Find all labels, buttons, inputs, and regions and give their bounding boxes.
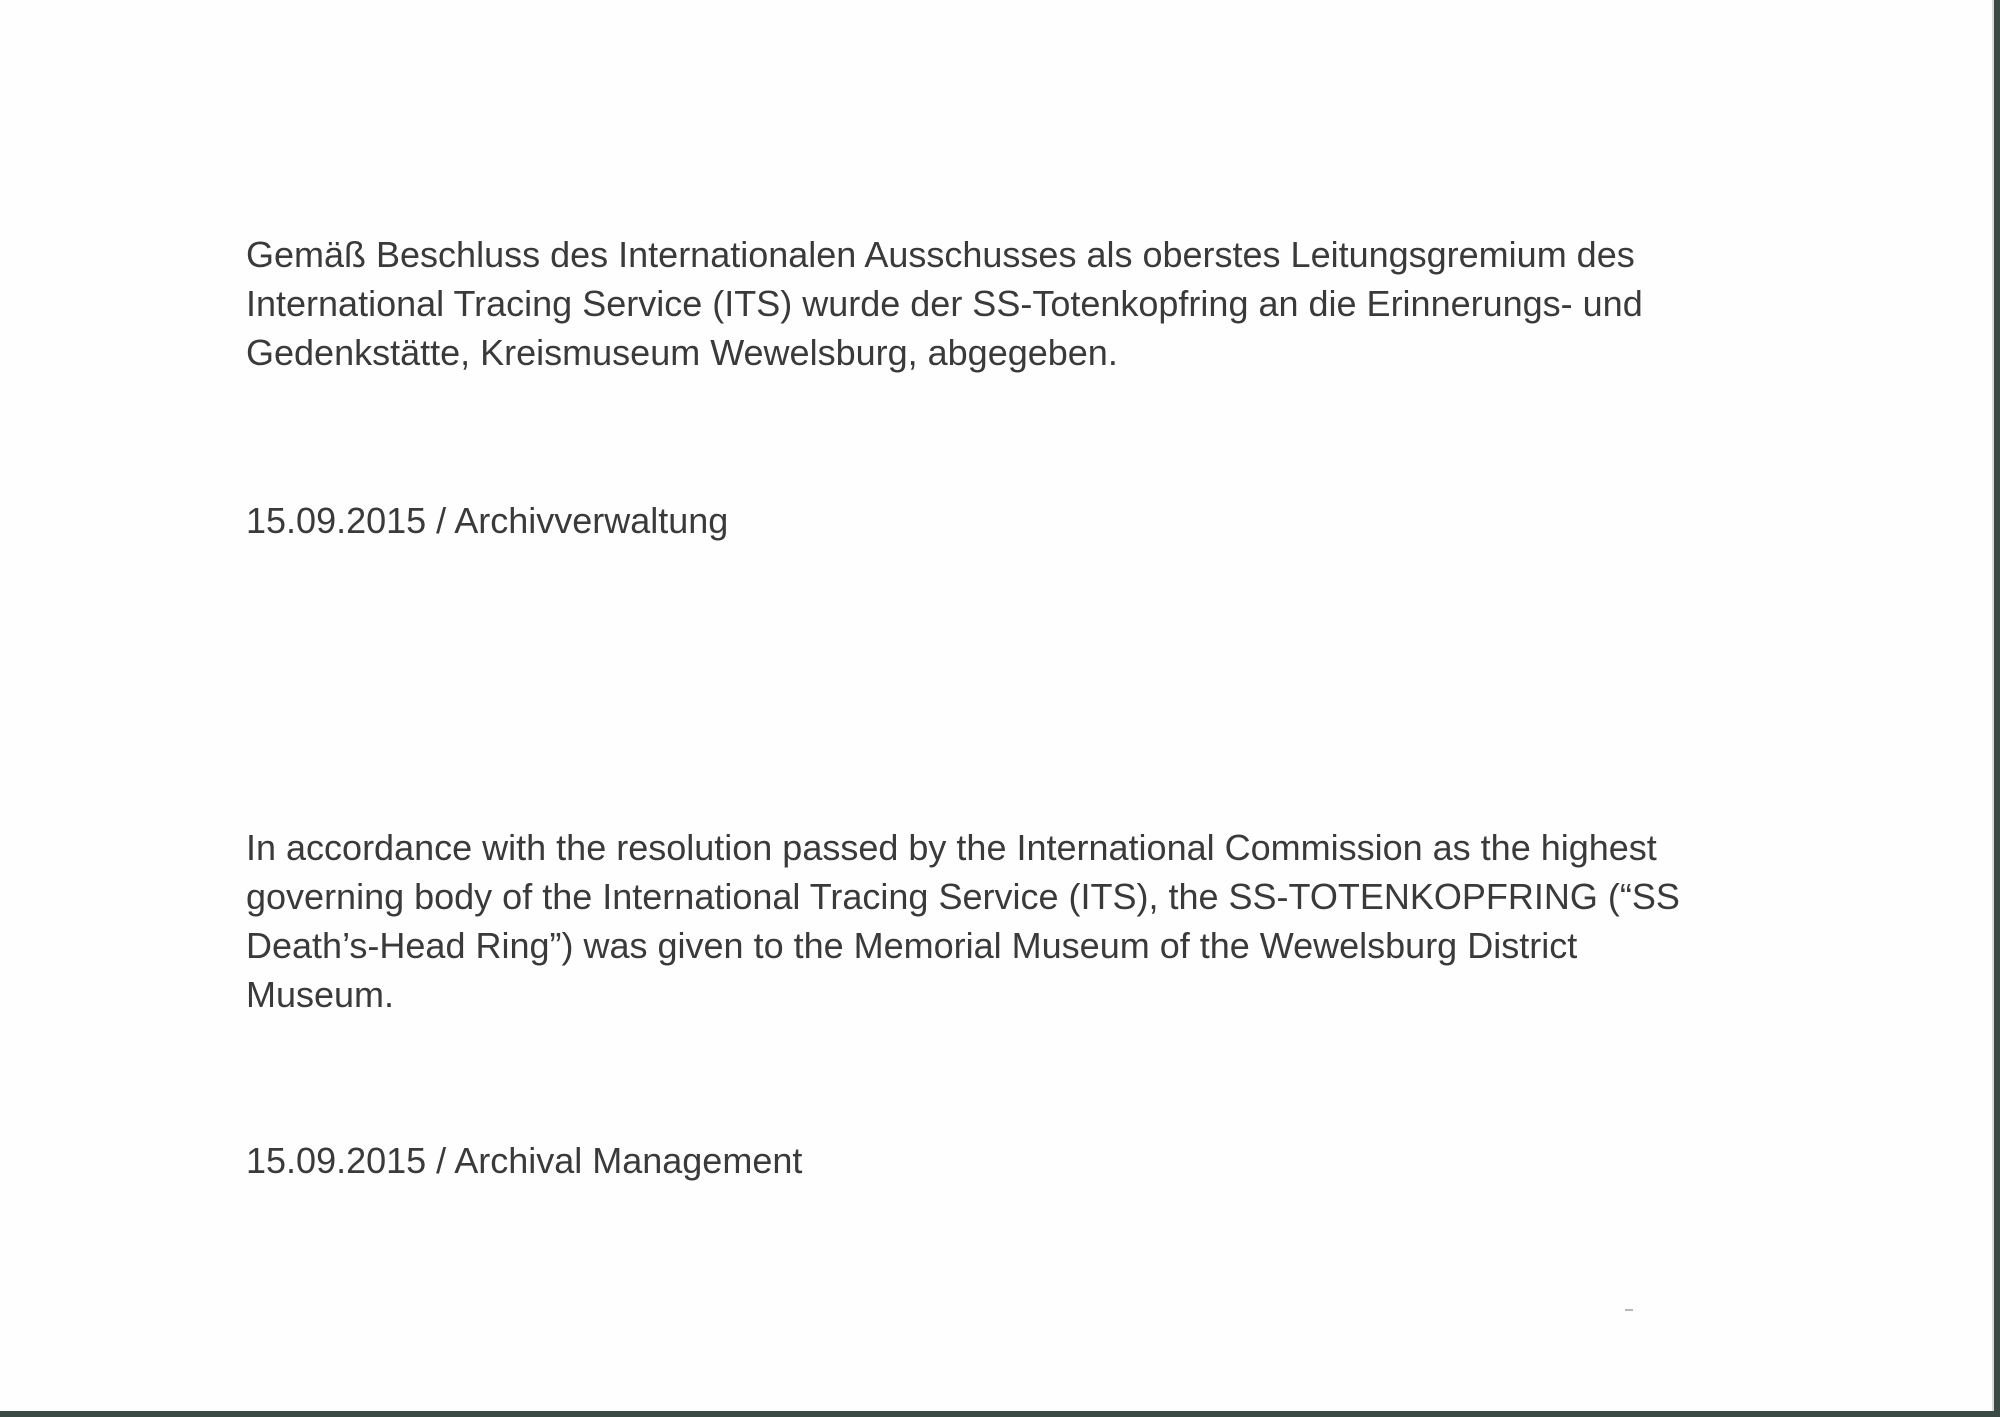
german-paragraph <box>246 230 1746 377</box>
english-paragraph-line-3: Death’s-Head Ring”) was given to the Memorial Museum of the Wewelsburg District <box>246 925 1578 966</box>
scan-speck <box>1625 1309 1633 1311</box>
german-paragraph-line-1: Gemäß Beschluss des Internationalen Ausschusses als oberstes Leitungsgremium des <box>246 234 1635 275</box>
german-paragraph-line-2: International Tracing Service (ITS) wurde der SS-Totenkopfring an die Erinnerungs- und <box>246 283 1643 324</box>
english-paragraph-line-4: Museum. <box>246 974 395 1015</box>
german-paragraph-line-3: Gedenkstätte, Kreismuseum Wewelsburg, abgegeben. <box>246 332 1118 373</box>
english-signature: 15.09.2015 / Archival Management <box>246 1140 803 1181</box>
english-paragraph <box>246 823 1756 1019</box>
english-paragraph-line-1: In accordance with the resolution passed by the International Commission as the highest <box>246 827 1657 868</box>
english-paragraph-line-2: governing body of the International Tracing Service (ITS), the SS-TOTENKOPFRING (“SS <box>246 876 1680 917</box>
german-signature: 15.09.2015 / Archivverwaltung <box>246 500 729 541</box>
